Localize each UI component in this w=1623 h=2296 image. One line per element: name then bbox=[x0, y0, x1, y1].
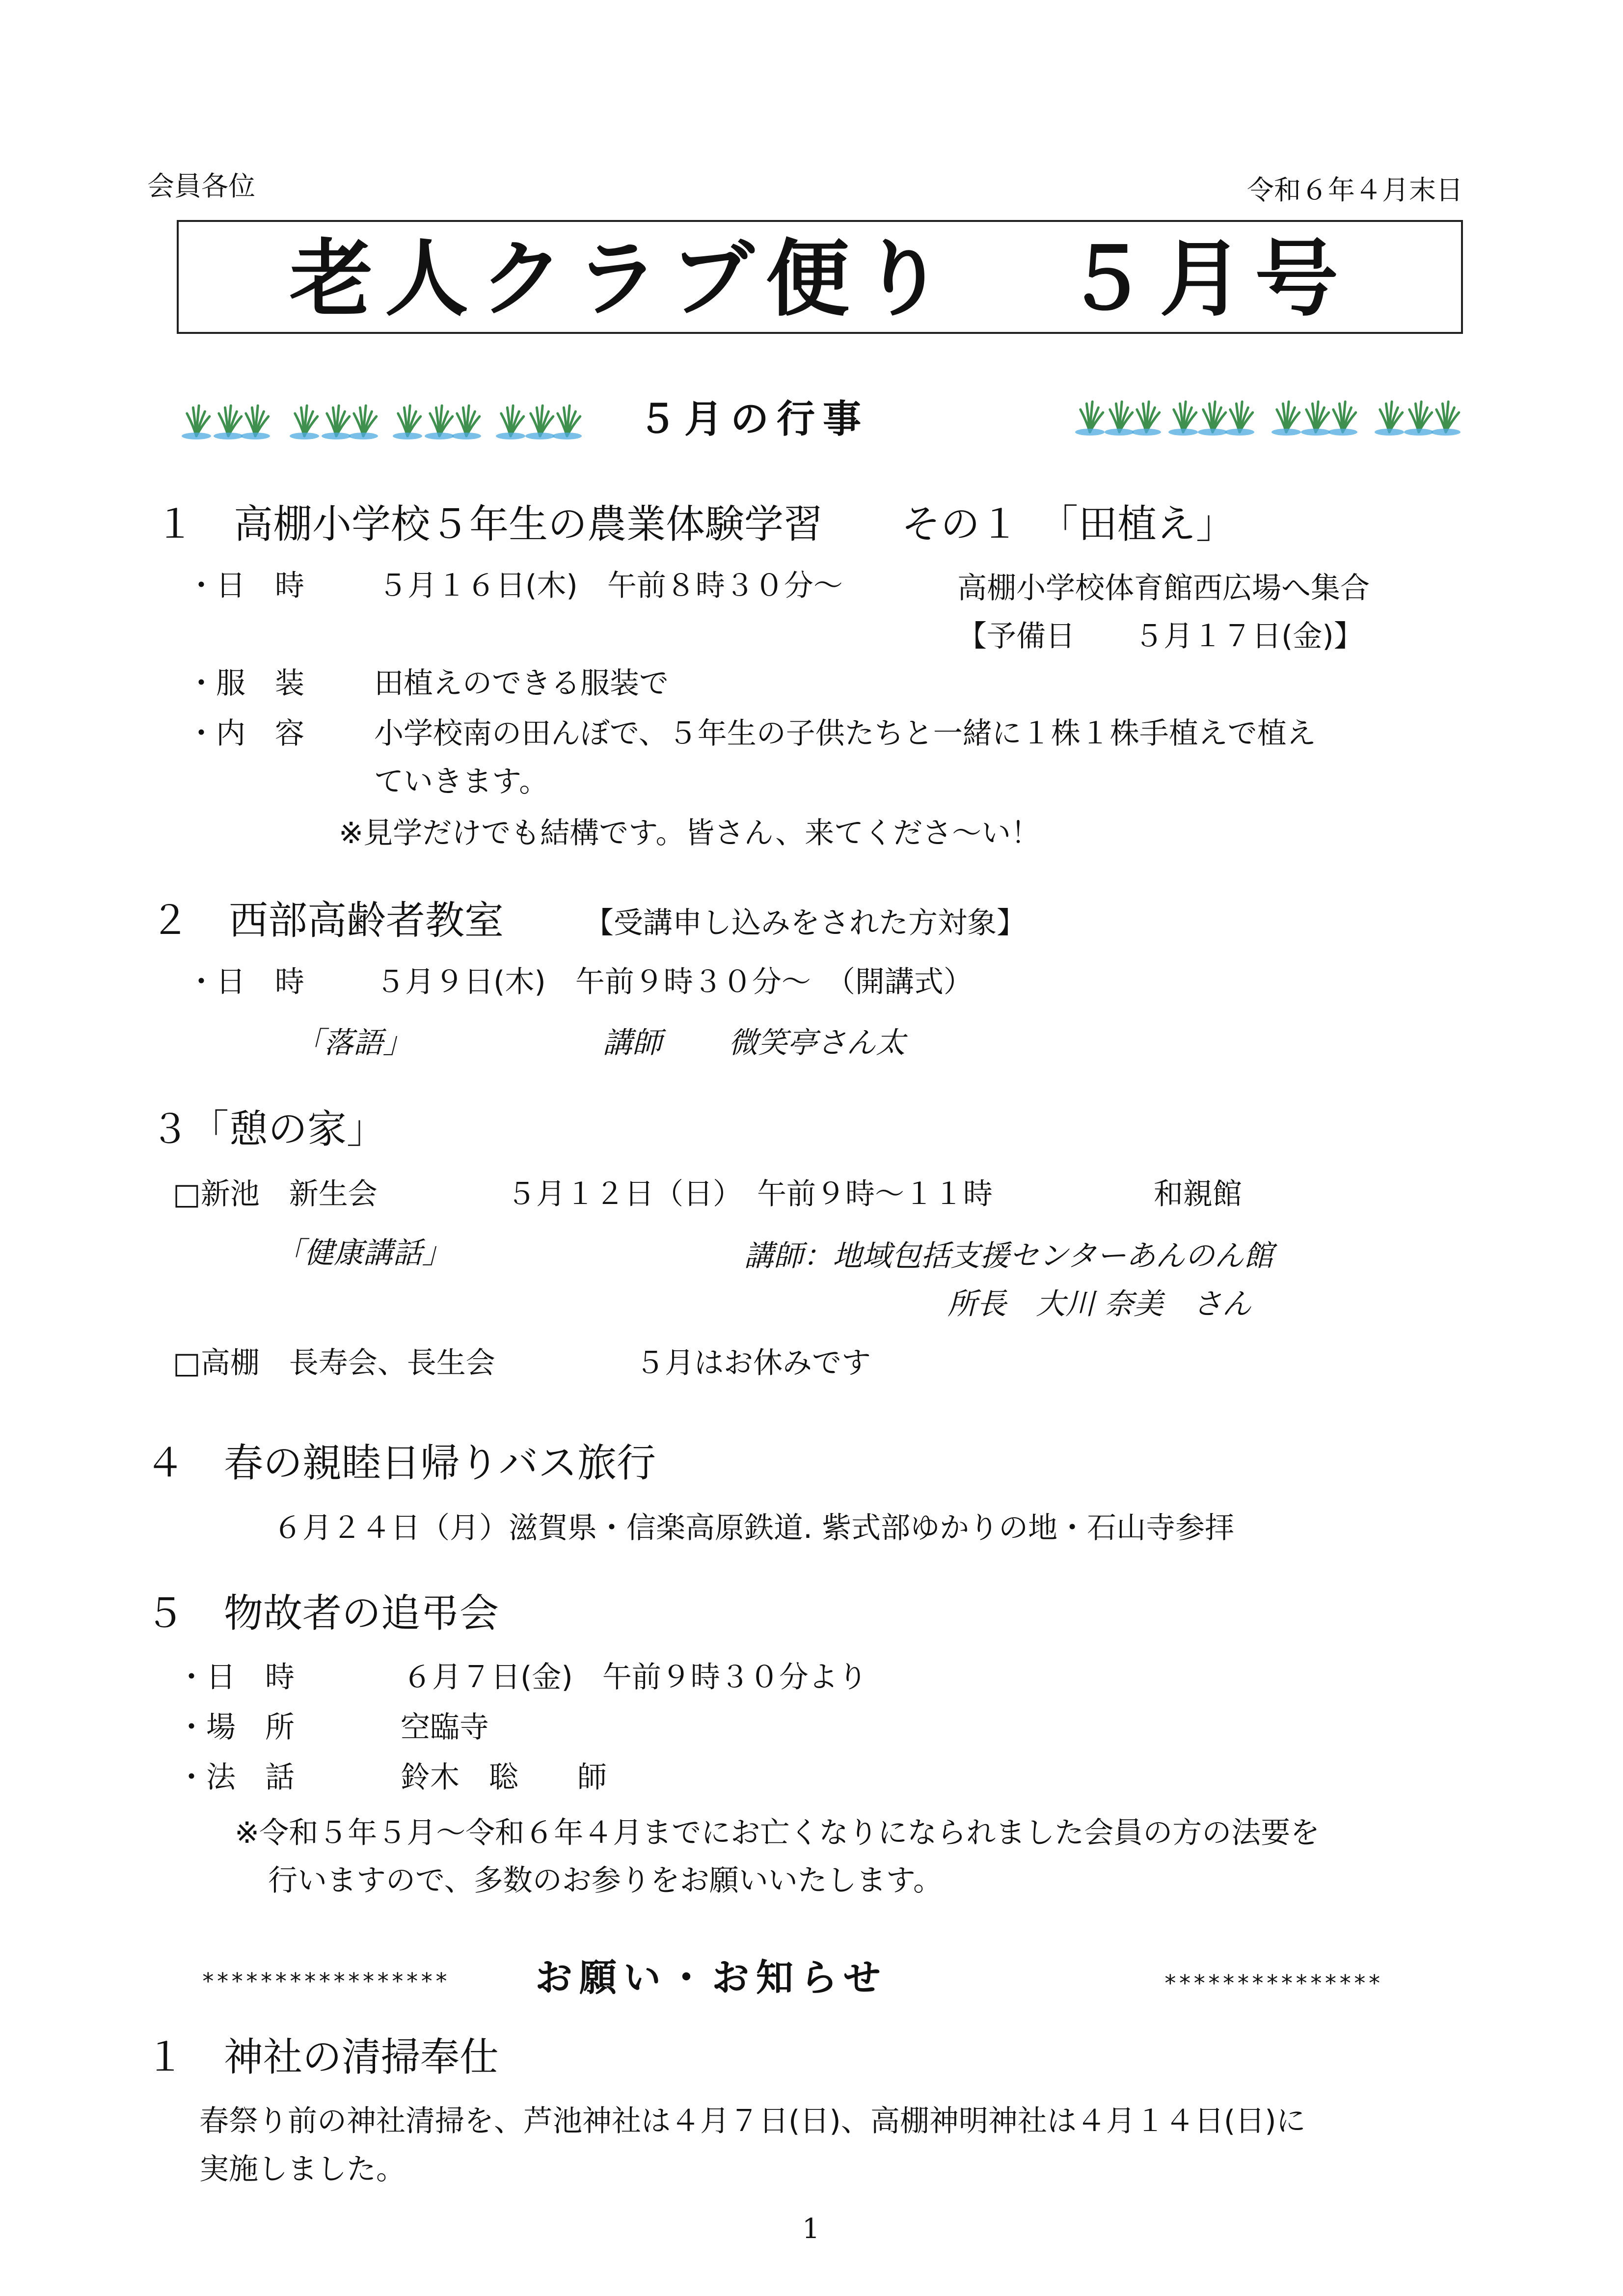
event-3-topic: 「健康講話」 bbox=[275, 1236, 452, 1270]
event-5-place-label: ・場 所 bbox=[177, 1710, 295, 1745]
page-number: 1 bbox=[802, 2213, 820, 2245]
event-1-datetime-label: ・日 時 bbox=[187, 569, 304, 603]
event-5-note-line-1: ※令和５年５月～令和６年４月までにお亡くなりになられました会員の方の法要を bbox=[235, 1816, 1320, 1850]
event-2-datetime-label: ・日 時 bbox=[187, 965, 304, 999]
event-5-datetime-label: ・日 時 bbox=[177, 1660, 295, 1695]
grass-icon bbox=[322, 406, 351, 439]
event-1-place: 高棚小学校体育館西広場へ集合 bbox=[957, 571, 1370, 605]
event-3-item-2-note: ５月はお休みです bbox=[635, 1346, 871, 1380]
event-3-item-1: □新池 新生会 bbox=[173, 1177, 378, 1211]
grass-icon bbox=[1328, 402, 1357, 436]
grass-icon bbox=[1431, 402, 1461, 436]
events-heading: ５月の行事 bbox=[638, 397, 869, 441]
event-3-heading: ３「憩の家」 bbox=[150, 1106, 386, 1152]
event-3-lecturer-line-2: 所長 大川 奈美 さん bbox=[947, 1287, 1252, 1321]
notice-heading: お願い・お知らせ bbox=[535, 1956, 888, 1999]
event-2-lecturer-label: 講師 bbox=[603, 1026, 662, 1060]
grass-icon bbox=[1075, 402, 1105, 436]
grass-icon bbox=[182, 406, 211, 439]
issue-number: ５月号 bbox=[1064, 230, 1351, 328]
event-2-target: 【受講申し込みをされた方対象】 bbox=[584, 906, 1026, 940]
grass-icon bbox=[1105, 402, 1134, 436]
event-1-note: ※見学だけでも結構です。皆さん、来てくださ～い！ bbox=[339, 816, 1041, 850]
grass-icon bbox=[525, 406, 555, 439]
recipients: 会員各位 bbox=[147, 170, 256, 202]
grass-icon bbox=[1271, 402, 1301, 436]
grass-icon bbox=[349, 406, 378, 439]
event-3-item-2: □高棚 長寿会、長生会 bbox=[173, 1346, 495, 1380]
grass-icon bbox=[290, 406, 319, 439]
event-4-detail: ６月２４日（月）滋賀県・信楽高原鉄道. 紫式部ゆかりの地・石山寺参拝 bbox=[273, 1511, 1235, 1545]
grass-icon bbox=[1198, 402, 1227, 436]
newsletter-title-box bbox=[177, 220, 1463, 334]
newsletter-title: 老人クラブ便り bbox=[289, 230, 956, 328]
grass-icon bbox=[496, 406, 525, 439]
grass-decoration-right bbox=[1070, 393, 1473, 437]
event-3-lecturer-line-1: 講師：地域包括支援センターあんのん館 bbox=[744, 1239, 1273, 1273]
grass-icon bbox=[1168, 402, 1198, 436]
event-3-item-1-venue: 和親館 bbox=[1154, 1177, 1242, 1211]
event-1-content-line-2: ていきます。 bbox=[374, 765, 549, 799]
event-5-sermon-label: ・法 話 bbox=[177, 1760, 295, 1795]
event-1-heading: １ 高棚小学校５年生の農業体験学習 その１ 「田植え」 bbox=[155, 501, 1235, 547]
event-2-topic: 「落語」 bbox=[295, 1026, 412, 1060]
event-3-item-1-datetime: ５月１２日（日） 午前９時～１１時 bbox=[507, 1177, 993, 1211]
event-1-datetime: ５月１６日(木) 午前８時３０分～ bbox=[378, 569, 843, 603]
grass-icon bbox=[1404, 402, 1434, 436]
event-5-sermon: 鈴木 聡 師 bbox=[401, 1760, 607, 1795]
stars-left: ***************** bbox=[201, 1968, 449, 1995]
event-2-lecturer: 微笑亭さん太 bbox=[729, 1026, 905, 1060]
event-1-content-label: ・内 容 bbox=[187, 716, 304, 751]
grass-icon bbox=[393, 406, 422, 439]
grass-icon bbox=[1301, 402, 1330, 436]
event-2-datetime: ５月９日(木) 午前９時３０分～ （開講式） bbox=[376, 965, 973, 999]
event-1-attire-label: ・服 装 bbox=[187, 666, 304, 701]
notice-1-line-1: 春祭り前の神社清掃を、芦池神社は４月７日(日)、高棚神明神社は４月１４日(日)に bbox=[199, 2104, 1306, 2138]
event-1-reserve-day: 【予備日 ５月１７日(金)】 bbox=[957, 619, 1363, 654]
grass-icon bbox=[425, 406, 454, 439]
grass-icon bbox=[1132, 402, 1161, 436]
notice-1-line-2: 実施しました。 bbox=[199, 2152, 406, 2187]
grass-icon bbox=[214, 406, 243, 439]
stars-right: *************** bbox=[1163, 1970, 1382, 1996]
event-5-datetime: ６月７日(金) 午前９時３０分より bbox=[403, 1660, 867, 1695]
grass-icon bbox=[241, 406, 270, 439]
event-5-place: 空臨寺 bbox=[401, 1710, 489, 1745]
event-4-heading: ４ 春の親睦日帰りバス旅行 bbox=[145, 1440, 656, 1486]
grass-decoration-left bbox=[177, 397, 589, 441]
grass-icon bbox=[1375, 402, 1404, 436]
issue-date: 令和６年４月末日 bbox=[1247, 174, 1463, 206]
notice-1-heading: １ 神社の清掃奉仕 bbox=[145, 2034, 499, 2080]
event-5-note-line-2: 行いますので、多数のお参りをお願いいたします。 bbox=[268, 1863, 943, 1898]
event-1-content-line-1: 小学校南の田んぼで、５年生の子供たちと一緒に１株１株手植えで植え bbox=[374, 716, 1316, 751]
grass-icon bbox=[1225, 402, 1254, 436]
event-2-heading: ２ 西部高齢者教室 bbox=[150, 898, 504, 943]
grass-icon bbox=[552, 406, 582, 439]
event-1-attire: 田植えのできる服装で bbox=[374, 666, 669, 701]
grass-icon bbox=[452, 406, 481, 439]
event-5-heading: ５ 物故者の追弔会 bbox=[145, 1590, 499, 1636]
